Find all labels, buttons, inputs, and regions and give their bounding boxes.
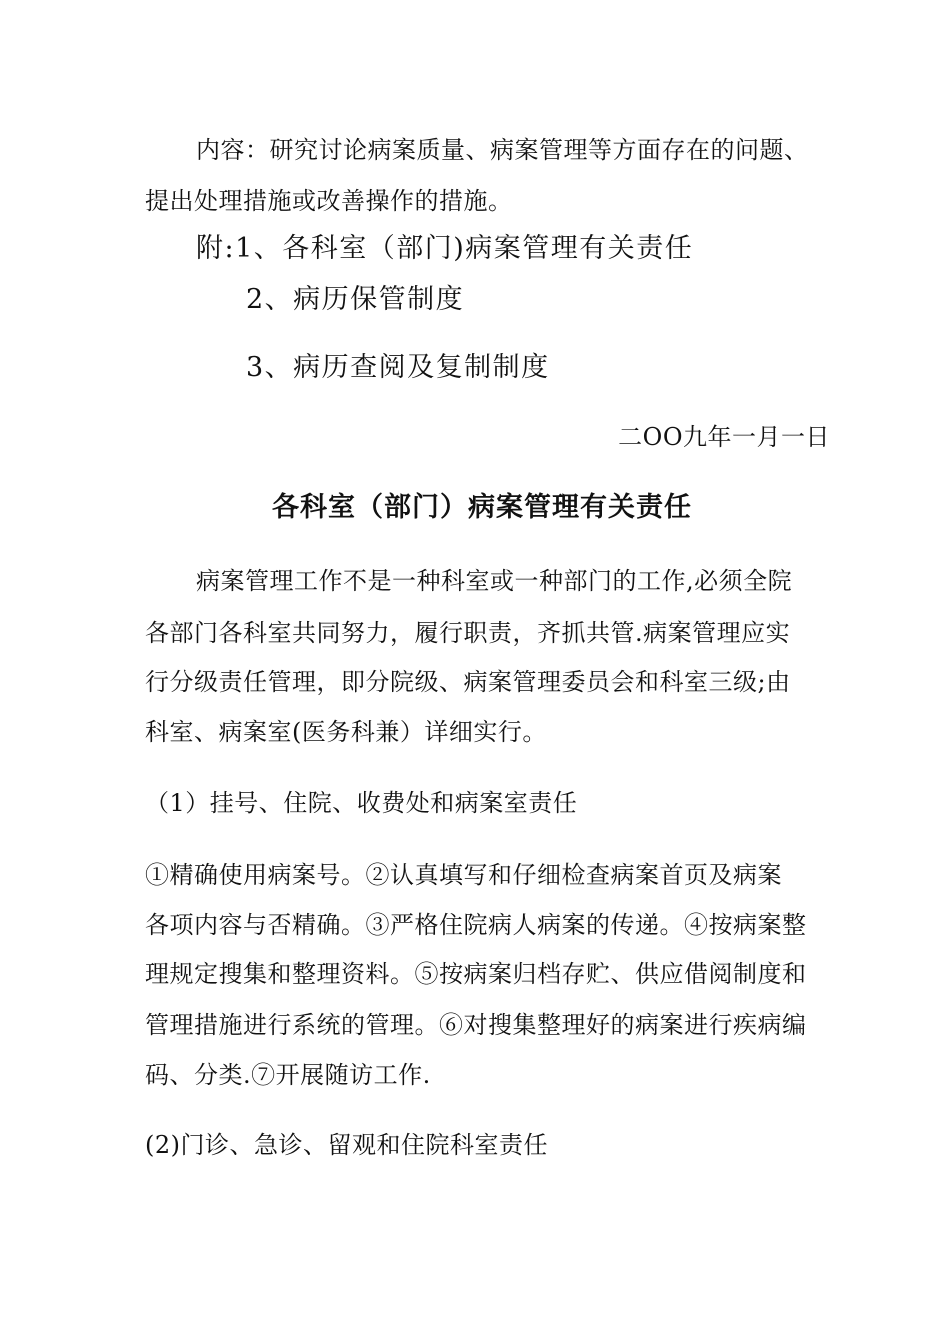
- paragraph-line-3: 行分级责任管理，即分院级、病案管理委员会和科室三级;由: [145, 668, 791, 696]
- subsection-1-line-1: ①精确使用病案号。②认真填写和仔细检查病案首页及病案: [145, 861, 782, 889]
- paragraph-line-2: 各部门各科室共同努力，履行职责，齐抓共管.病案管理应实: [145, 619, 791, 647]
- section-title: 各科室（部门）病案管理有关责任: [272, 492, 692, 523]
- paragraph-line-4: 科室、病案室(医务科兼）详细实行。: [145, 718, 547, 746]
- attachment-item-2: 2、病历保管制度: [246, 284, 465, 315]
- subsection-2-heading: (2)门诊、急诊、留观和住院科室责任: [145, 1131, 548, 1159]
- subsection-1-line-2: 各项内容与否精确。③严格住院病人病案的传递。④按病案整: [145, 911, 807, 939]
- subsection-1-line-3: 理规定搜集和整理资料。⑤按病案归档存贮、供应借阅制度和: [145, 960, 807, 988]
- paragraph-line-1: 病案管理工作不是一种科室或一种部门的工作,必须全院: [196, 567, 793, 595]
- subsection-1-heading: （1）挂号、住院、收费处和病案室责任: [145, 789, 578, 817]
- intro-line-1: 内容：研究讨论病案质量、病案管理等方面存在的问题、: [196, 136, 809, 164]
- document-date: 二OO九年一月一日: [618, 423, 830, 451]
- intro-line-2: 提出处理措施或改善操作的措施。: [145, 187, 513, 215]
- subsection-1-line-5: 码、分类.⑦开展随访工作.: [145, 1061, 431, 1089]
- subsection-1-line-4: 管理措施进行系统的管理。⑥对搜集整理好的病案进行疾病编: [145, 1011, 807, 1039]
- attachment-item-1: 附:1、各科室（部门)病案管理有关责任: [196, 233, 694, 264]
- attachment-item-3: 3、病历查阅及复制制度: [246, 352, 550, 383]
